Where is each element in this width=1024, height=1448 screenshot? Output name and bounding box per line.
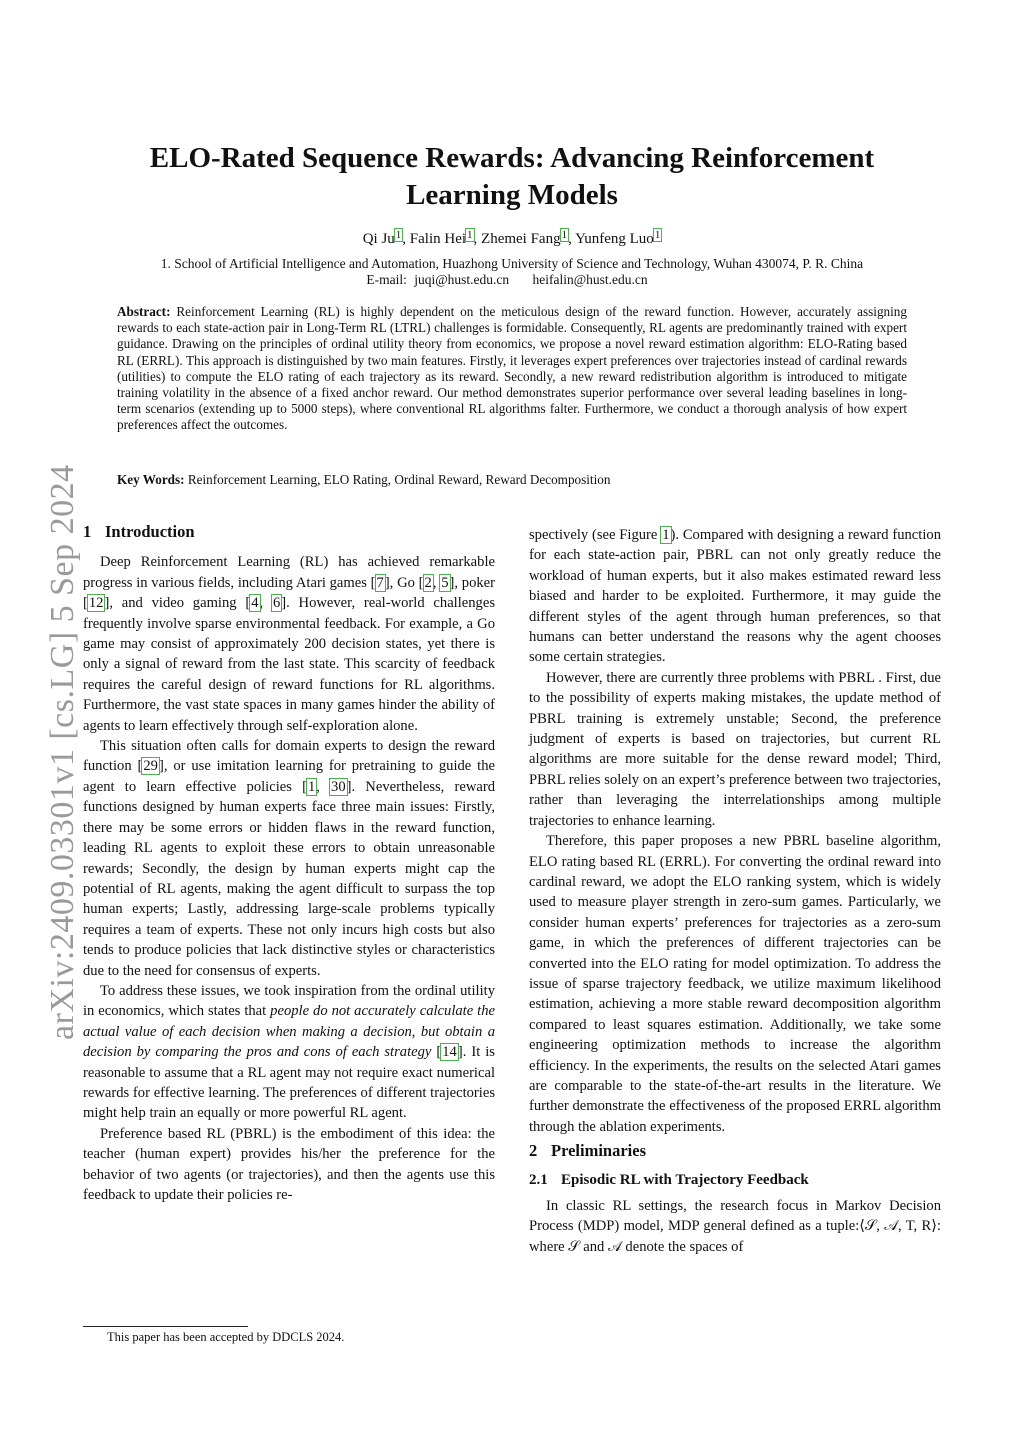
- abstract-label: Abstract:: [117, 304, 171, 319]
- section-heading-preliminaries: 2 Preliminaries: [529, 1141, 647, 1161]
- section-heading-introduction: 1 Introduction: [83, 522, 195, 541]
- paragraph: Deep Reinforcement Learning (RL) has achieved remarkable progress in various fields, including Atari games [7], Go [2, 5], poker [12], and video gaming [4, 6]. However, real-world challenges frequently involve sparse environmental feedback. For example, a Go game may consist of approximately 200 decision states, yet there is only a signal of reward from the last state. This scarcity of feedback requires the careful design of reward functions for RL algorithms. Furthermore, the vast state spaces in many games hinder the ability of agents to learn effectively through self-exploration alone.: [83, 554, 496, 734]
- citation-link[interactable]: 1: [307, 778, 316, 795]
- paragraph: spectively (see Figure 1). Compared with designing a reward function for each state-action pair, PBRL can not only greatly reduce the workload of human experts, but it also makes estimated reward less biased and harder to be exploited. Furthermore, it may guide the different styles of the agent through human preferences, so that humans can better understand the reasons why the agent chooses some certain strategies.: [529, 527, 941, 666]
- left-column: [83, 522, 495, 1205]
- author-name: Yunfeng Luo: [575, 231, 654, 247]
- citation-link[interactable]: 12: [88, 595, 104, 612]
- citation-link[interactable]: 5: [441, 574, 449, 591]
- author-name: Qi Ju: [362, 231, 395, 247]
- email-address: juqi@hust.edu.cn: [414, 272, 510, 287]
- citation-link[interactable]: 7: [376, 574, 384, 591]
- author-affil-mark[interactable]: 1: [467, 229, 473, 241]
- paragraph: However, there are currently three problems with PBRL . First, due to the possibility of experts making mistakes, the update method of PBRL training is extremely unstable; Second, the preference judgment of experts is based on trajectories, but current RL algorithms are more suitable for the dense reward model; Third, PBRL relies solely on an expert’s preference between two trajectories, rather than leveraging the interrelationships among multiple trajectories to enhance learning.: [529, 669, 941, 829]
- paragraph: To address these issues, we took inspiration from the ordinal utility in economics, which states that people do not accurately calculate the actual value of each decision when making a decision, but obtain a decision by comparing the pros and cons of each strategy [14]. It is reasonable to assume that a RL agent may not require exact numerical rewards for effective learning. The preferences of different trajectories might help train an equally or more powerful RL agent.: [83, 982, 495, 1122]
- right-column: [529, 525, 941, 1257]
- paragraph: Preference based RL (PBRL) is the embodiment of this idea: the teacher (human expert) provides his/her the preference for the behavior of two agents (or trajectories), and then the agents use this feedback to update their policies re-: [83, 1125, 495, 1203]
- affiliation-block: [100, 256, 924, 288]
- email-address: heifalin@hust.edu.cn: [532, 272, 648, 287]
- footnote-rule: [83, 1326, 248, 1327]
- citation-link[interactable]: 6: [272, 595, 281, 612]
- citation-link[interactable]: 30: [331, 778, 346, 795]
- abstract-text: Reinforcement Learning (RL) is highly dependent on the meticulous design of the reward function. However, accurately assigning rewards to each state-action pair in Long-Term RL (LTRL) challenges is formidable. Consequently, RL agents are predominantly trained with expert guidance. Drawing on the principles of ordinal utility theory from economics, we propose a novel reward estimation algorithm: ELO-Rating based RL (ERRL). This approach is distinguished by two main features. Firstly, it leverages expert preferences over trajectories instead of cardinal rewards (utilities) to compute the ELO rating of each trajectory as its reward. Secondly, a new reward redistribution algorithm is introduced to mitigate training volatility in the absence of a fixed anchor reward. Our method demonstrates superior performance over several leading baselines in long-term scenarios (extending up to 5000 steps), where conventional RL algorithms falter. Furthermore, we conduct a thorough analysis of how expert preferences affect the outcomes.: [117, 304, 907, 433]
- footnote: This paper has been accepted by DDCLS 2024.: [107, 1330, 345, 1344]
- author-affil-mark[interactable]: 1: [561, 229, 568, 241]
- paragraph: This situation often calls for domain experts to design the reward function [29], or use imitation learning for pretraining to guide the agent to learn effective policies [1, 30]. Nevertheless, reward functions designed by human experts face three main issues: Firstly, there may be some errors or hidden flaws in the reward function, leading RL agents to exploit these errors to obtain unreasonable rewards; Secondly, the design by human experts might cap the potential of RL agents, making the agent difficult to surpass the top human experts; Lastly, addressing large-scale problems typically requires a team of experts. These not only incurs high costs but also tends to produce policies that lack distinctive styles or characteristics due to the need for consensus of experts.: [83, 738, 495, 979]
- paragraph: Therefore, this paper proposes a new PBRL baseline algorithm, ELO rating based RL (ERRL). For converting the ordinal reward into cardinal reward, we adopt the ELO ranking system, which is widely used to measure player strength in zero-sum games. Particularly, we consider human experts’ preferences for trajectories as a zero-sum game, in which the preferences of different trajectories can be converted into the ELO rating for model optimization. To address the issue of sparse trajectory feedback, we utilize maximum likelihood estimation, achieving a more stable reward decomposition algorithm compared to least squares estimation. Additionally, we take some engineering optimization methods to increase the algorithm efficiency. In the experiments, the results on the selected Atari games are comparable to the state-of-the-art results in the literature. We further demonstrate the effectiveness of the proposed ERRL algorithm through the ablation experiments.: [529, 833, 941, 1135]
- author-name: Falin Hei: [409, 231, 467, 247]
- author-list: Qi Ju$^1$, Falin Hei$^1$, Zhemei Fang$^1$, Yunfeng Luo$^1$: [362, 229, 661, 247]
- author-affil-mark[interactable]: 1: [395, 229, 402, 241]
- citation-link[interactable]: 14: [442, 1044, 457, 1061]
- subsection-heading: 2.1 Episodic RL with Trajectory Feedback: [529, 1171, 809, 1188]
- figure-link[interactable]: 1: [662, 527, 670, 543]
- affiliation: 1. School of Artificial Intelligence and Automation, Huazhong University of Science and Technology, Wuhan 430074, P. R. China: [160, 256, 864, 271]
- keywords-text: Reinforcement Learning, ELO Rating, Ordinal Reward, Reward Decomposition: [187, 472, 611, 487]
- email-row: [100, 272, 924, 288]
- citation-link[interactable]: 4: [251, 595, 259, 612]
- author-affil-mark[interactable]: 1: [654, 229, 661, 241]
- paragraph: In classic RL settings, the research focus in Markov Decision Process (MDP) model, MDP general defined as a tuple:⟨𝒮, 𝒜, T, R⟩: where 𝒮 and 𝒜 denote the spaces of: [529, 1198, 941, 1255]
- keywords: [117, 472, 907, 488]
- keywords-label: Key Words:: [117, 472, 185, 487]
- citation-link[interactable]: 29: [143, 758, 158, 775]
- author-name: Zhemei Fang: [481, 231, 561, 247]
- email-label: E-mail:: [366, 272, 407, 287]
- citation-link[interactable]: 2: [424, 574, 432, 591]
- arxiv-stamp: arXiv:2409.03301v1 [cs.LG] 5 Sep 2024: [44, 464, 81, 1040]
- paper-title: ELO-Rated Sequence Rewards: Advancing Reinforcement Learning Models: [149, 142, 875, 211]
- abstract: [117, 304, 907, 434]
